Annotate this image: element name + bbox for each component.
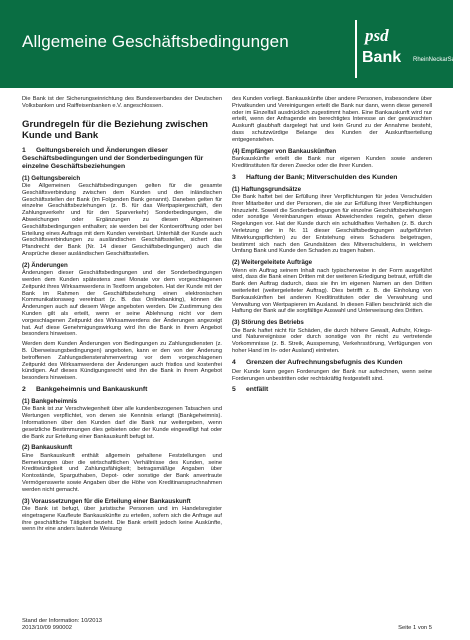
section-1-2-heading: (2) Änderungen [22, 261, 68, 269]
section-3-heading: 3 Haftung der Bank; Mitverschulden des Kunden [232, 173, 398, 181]
intro-text: Die Bank ist der Sicherungseinrichtung des Bundesverbandes der Deutschen Volksbanken und Raiffeisenbanken e.V. angeschlossen. [22, 96, 222, 109]
section-2-heading: 2 Bankgeheimnis und Bankauskunft [22, 385, 148, 393]
section-3-1-text: Die Bank haftet bei der Erfüllung ihrer Verpflichtungen für jedes Verschulden ihrer Mitarbeiter und der Personen, die sie zur Erfüllung ihrer Verpflichtungen hinzuzieht. Soweit die Sonderbedingungen für einzelne Geschäftsbeziehungen oder sonstige Vereinbarungen etwas Abweichendes regeln, gehen diese Regelungen vor. Hat der Kunde durch ein schuldhaftes Verhalten (z. B. durch Verletzung der in Nr. 11 dieser Geschäftsbedingungen aufgeführten Mitwirkungspflichten) zu der Entstehung eines Schadens beigetragen, bestimmt sich nach den Grundsätzen des Mitverschuldens, in welchem Umfang Bank und Kunde den Schaden zu tragen haben. [232, 193, 432, 255]
page-number: Seite 1 von 5 [398, 625, 432, 631]
section-1-1-heading: (1) Geltungsbereich [22, 174, 81, 182]
page-footer [22, 618, 432, 632]
document-title: Allgemeine Geschäftsbedingungen [22, 32, 289, 51]
main-heading: Grundregeln für die Beziehung zwischen Kunde und Bank [22, 118, 209, 141]
section-2-2-heading: (2) Bankauskunft [22, 444, 73, 452]
section-3-2-heading: (2) Weitergeleitete Aufträge [232, 259, 313, 267]
section-3-1-heading: (1) Haftungsgrundsätze [232, 185, 302, 193]
section-2-4-heading: (4) Empfänger von Bankauskünften [232, 147, 337, 155]
section-1-1-text: Die Allgemeinen Geschäftsbedingungen gelten für die gesamte Geschäftsverbindung zwischen dem Kunden und den inländischen Geschäftsstellen der Bank (im Folgenden Bank genannt). Daneben gelten für einzelne Geschäftsbeziehungen (z. B. für das Wertpapiergeschäft, den Zahlungsverkehr und für den Sparverkehr) Sonderbedingungen, die Abweichungen oder Ergänzungen zu diesen Allgemeinen Geschäftsbedingungen enthalten; sie werden bei der Kontoeröffnung oder bei Erteilung eines Auftrags mit dem Kunden vereinbart. Unterhält der Kunde auch Geschäftsverbindungen zu ausländischen Geschäftsstellen, sichert das Pfandrecht der Bank (Nr. 14 dieser Geschäftsbedingungen) auch die Ansprüche dieser ausländischen Geschäftsstellen. [22, 183, 222, 257]
section-3-3-heading: (3) Störung des Betriebs [232, 319, 304, 327]
section-1-2-text: Änderungen dieser Geschäftsbedingungen und der Sonderbedingungen werden dem Kunden spätestens zwei Monate vor dem vorgeschlagenen Zeitpunkt ihres Wirksamwerdens in Textform angeboten. Hat der Kunde mit der Bank im Rahmen der Geschäftsbeziehung einen elektronischen Kommunikationsweg vereinbart (z. B. das Onlinebanking), können die Änderungen auch auf diesem Wege angeboten werden. Die Zustimmung des Kunden gilt als erteilt, wenn er seine Ablehnung nicht vor dem vorgeschlagenen Zeitpunkt des Wirksamwerdens der Änderungen angezeigt hat. Auf diese Genehmigungswirkung wird ihn die Bank in ihrem Angebot besonders hinweisen. [22, 270, 222, 338]
left-column [22, 96, 222, 536]
section-3-3-text: Die Bank haftet nicht für Schäden, die durch höhere Gewalt, Aufruhr, Kriegs- und Naturereignisse oder durch sonstige von ihr nicht zu vertretende Vorkommnisse (z. B. Streik, Aussperrung, Verkehrsstörung, Verfügungen von hoher Hand im In- oder Ausland) eintreten. [232, 327, 432, 354]
bank-logo [355, 20, 470, 78]
section-4-heading: 4 Grenzen der Aufrechnungsbefugnis des Kunden [232, 358, 403, 366]
logo-tagline: RheinNeckarSaar eG [413, 57, 470, 63]
section-2-2-text: Eine Bankauskunft enthält allgemein gehaltene Feststellungen und Bemerkungen über die wirtschaftlichen Verhältnisse des Kunden, seine Kreditwürdigkeit und Zahlungsfähigkeit; betragsmäßige Angaben über Kontostände, Sparguthaben, Depot- oder sonstige der Bank anvertraute Vermögenswerte sowie Angaben über die Höhe von Kreditinanspruchnahmen werden nicht gemacht. [22, 452, 222, 493]
right-column [232, 96, 432, 396]
footer-form-number: 2013/10/09 990002 [22, 625, 72, 631]
section-1-2-text-2: Werden dem Kunden Änderungen von Bedingungen zu Zahlungsdiensten (z. B. Überweisungsbedingungen) angeboten, kann er den von der Änderung betroffenen Zahlungsdiensterahmenvertrag vor dem vorgeschlagenen Zeitpunkt des Wirksamwerdens der Änderungen auch fristlos und kostenfrei kündigen. Auf dieses Kündigungsrecht wird ihn die Bank in ihrem Angebot besonders hinweisen. [22, 341, 222, 382]
section-2-4-text: Bankauskünfte erteilt die Bank nur eigenen Kunden sowie anderen Kreditinstituten für deren Zwecke oder die ihrer Kunden. [232, 155, 432, 169]
footer-info-date: Stand der Information: 10/2013 [22, 618, 102, 624]
logo-psd-text: psd [365, 26, 389, 45]
section-2-3-text: Die Bank ist befugt, über juristische Personen und im Handelsregister eingetragene Kaufleute Bankauskünfte zu erteilen, sofern sich die Anfrage auf ihre geschäftliche Tätigkeit bezieht. Die Bank erteilt jedoch keine Auskünfte, wenn ihr eine anders lautende Weisung [22, 505, 222, 533]
logo-mark [355, 20, 413, 78]
section-1-heading: 1 Geltungsbereich und Änderungen dieser Geschäftsbedingungen und der Sonderbedingungen für einzelne Geschäftsbeziehungen [22, 146, 204, 170]
header-banner [0, 0, 470, 88]
section-2-3-heading: (3) Voraussetzungen für die Erteilung einer Bankauskunft [22, 497, 191, 505]
section-3-2-text: Wenn ein Auftrag seinem Inhalt nach typischerweise in der Form ausgeführt wird, dass die Bank einen Dritten mit der weiteren Erledigung betraut, erfüllt die Bank den Auftrag dadurch, dass sie ihn im eigenen Namen an den Dritten weiterleitet (weitergeleiteter Auftrag). Dies betrifft z. B. die Einholung von Bankauskünften bei anderen Kreditinstituten oder die Verwahrung und Verwaltung von Wertpapieren im Ausland. In diesen Fällen beschränkt sich die Haftung der Bank auf die sorgfältige Auswahl und Unterweisung des Dritten. [232, 267, 432, 315]
section-2-1-heading: (1) Bankgeheimnis [22, 397, 78, 405]
logo-bank-text: Bank [362, 49, 402, 66]
section-5-heading: 5 entfällt [232, 386, 269, 394]
section-2-1-text: Die Bank ist zur Verschwiegenheit über alle kundenbezogenen Tatsachen und Wertungen verpflichtet, von denen sie Kenntnis erlangt (Bankgeheimnis). Informationen über den Kunden darf die Bank nur weitergeben, wenn gesetzliche Bestimmungen dies gebieten oder der Kunde eingewilligt hat oder die Bank zur Erteilung einer Bankauskunft befugt ist. [22, 406, 222, 440]
section-2-3-continued: des Kunden vorliegt. Bankauskünfte über andere Personen, insbesondere über Privatkunden und Vereinigungen erteilt die Bank nur dann, wenn diese generell oder im Einzelfall ausdrücklich zugestimmt haben. Eine Bankauskunft wird nur erteilt, wenn der Anfragende ein berechtigtes Interesse an der gewünschten Auskunft glaubhaft dargelegt hat und kein Grund zu der Annahme besteht, dass schutzwürdige Belange des Kunden der Auskunftserteilung entgegenstehen. [232, 96, 432, 143]
section-4-text: Der Kunde kann gegen Forderungen der Bank nur aufrechnen, wenn seine Forderungen unbestritten oder rechtskräftig festgestellt sind. [232, 368, 432, 382]
